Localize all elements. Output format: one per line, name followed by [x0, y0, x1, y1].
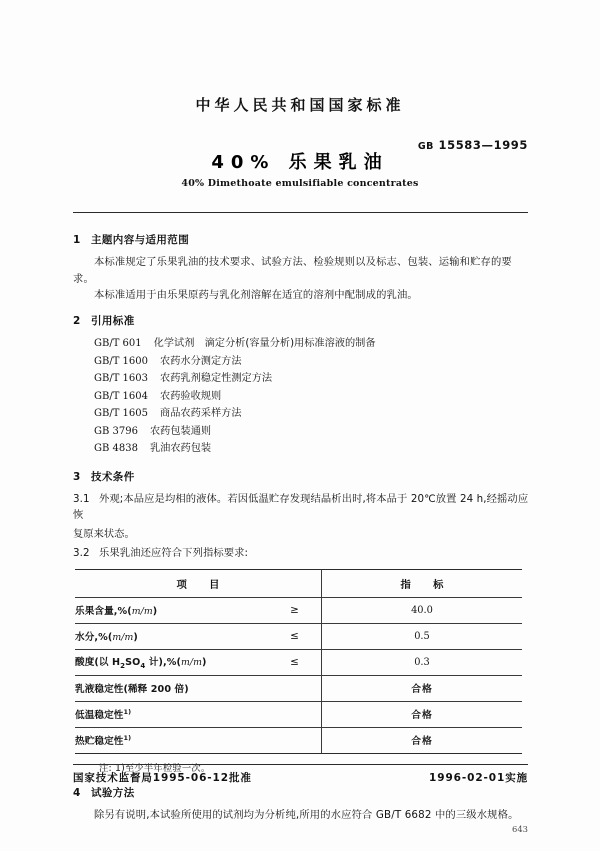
table-row: [75, 623, 522, 649]
reference-name: 化学试剂 滴定分析(容量分析)用标准溶液的制备: [153, 338, 376, 350]
reference-name: 农药水分测定方法: [160, 355, 242, 367]
table-cell-value: 0.3: [322, 649, 523, 675]
reference-code: GB/T 1604: [94, 390, 149, 402]
section-number-2: 2: [73, 315, 81, 328]
clause-3-1-number: 3.1: [73, 492, 90, 505]
column-header-indicator: 指 标: [322, 569, 523, 597]
list-item: [73, 388, 531, 406]
reference-name: 农药乳剂稳定性测定方法: [160, 373, 273, 385]
footer-divider: [73, 764, 528, 765]
section-heading-4: [73, 785, 531, 800]
section-heading-3: [73, 469, 531, 484]
list-item: [73, 423, 531, 441]
section-number-3: 3: [73, 470, 81, 483]
table-cell-item: 水分,%(m/m) ≤: [75, 623, 322, 649]
table-cell-value: 合格: [322, 701, 523, 727]
table-cell-value: 合格: [322, 727, 523, 753]
table-cell-value: 合格: [322, 675, 523, 701]
reference-name: 农药包装通则: [149, 425, 212, 437]
section-heading-2: [73, 313, 531, 328]
list-item: [73, 335, 531, 353]
section-number-1: 1: [73, 234, 81, 246]
table-row: [75, 727, 522, 753]
reference-code: GB/T 1603: [94, 373, 149, 385]
table-cell-item: 乐果含量,%(m/m) ≥: [75, 597, 322, 623]
section-title-1: 主题内容与适用范围: [91, 234, 190, 246]
header-divider: [73, 212, 528, 213]
implementation-statement: 1996-02-01实施: [429, 772, 528, 784]
table-cell-item: 乳液稳定性(稀释 200 倍): [75, 675, 322, 701]
reference-code: GB/T 1600: [94, 355, 149, 367]
operator-symbol: ≤: [290, 630, 299, 643]
standard-number-value: 15583—1995: [438, 138, 528, 152]
table-cell-value: 0.5: [322, 623, 523, 649]
table-row: [75, 701, 522, 727]
reference-name: 乳油农药包装: [149, 443, 212, 455]
section-heading-1: [73, 232, 531, 247]
table-body: [75, 597, 522, 753]
approval-statement: 国家技术监督局1995-06-12批准: [73, 772, 252, 784]
reference-code: GB 3796: [94, 425, 138, 437]
section-1-paragraph-2: 本标准适用于由乐果原药与乳化剂溶解在适宜的溶剂中配制成的乳油。: [94, 289, 418, 302]
reference-code: GB/T 601: [94, 338, 142, 350]
table-header-row: [75, 569, 522, 597]
column-header-item: 项 目: [75, 569, 322, 597]
section-1-paragraph-1: 本标准规定了乐果乳油的技术要求、试验方法、检验规则以及标志、包装、运输和贮存的要求。: [73, 256, 512, 285]
specification-table: [75, 569, 522, 754]
operator-symbol: ≤: [290, 656, 299, 669]
reference-code: GB/T 1605: [94, 408, 149, 420]
clause-3-1-text: 外观;本品应是均相的液体。若因低温贮存发现结晶析出时,将本品于 20℃放置 24 h,经摇动应恢: [73, 492, 529, 522]
table-cell-item: 热贮稳定性$^{1)}$: [75, 727, 322, 753]
section-number-4: 4: [73, 786, 81, 799]
page-title: 40% 乐果乳油: [211, 152, 389, 173]
table-row: [75, 597, 522, 623]
page-number: 643: [512, 824, 528, 834]
section-title-3: 技术条件: [91, 470, 135, 483]
page-title-english: 40% Dimethoate emulsifiable concentrates: [181, 178, 419, 189]
clause-3-2-number: 3.2: [73, 547, 90, 560]
clause-3-2-text: 乐果乳油还应符合下列指标要求:: [99, 547, 249, 560]
table-cell-item: 酸度(以 $H_2SO_4$ 计),%(m/m) ≤: [75, 649, 322, 675]
table-cell-item: 低温稳定性$^{1)}$: [75, 701, 322, 727]
section-title-4: 试验方法: [91, 786, 135, 799]
table-footnote: 注: 1)至少半年检验一次。: [99, 762, 211, 774]
national-standard-label: 中华人民共和国国家标准: [195, 96, 405, 114]
referenced-standards-list: [73, 335, 531, 458]
list-item: [73, 440, 531, 458]
reference-name: 农药验收规则: [160, 390, 222, 402]
section-4-paragraph-1: 除另有说明,本试验所使用的试剂均为分析纯,所用的水应符合 GB/T 6682 中的三级水规格。: [94, 808, 519, 821]
reference-code: GB 4838: [94, 443, 138, 455]
list-item: [73, 370, 531, 388]
list-item: [73, 405, 531, 423]
section-title-2: 引用标准: [91, 315, 135, 328]
document-body: [73, 232, 531, 832]
table-row: [75, 649, 522, 675]
standard-number-prefix: GB: [417, 141, 434, 152]
table-cell-value: 40.0: [322, 597, 523, 623]
clause-3-2: [73, 545, 531, 561]
reference-name: 商品农药采样方法: [160, 408, 242, 420]
clause-3-1: [73, 491, 531, 524]
operator-symbol: ≥: [290, 604, 299, 617]
clause-3-1-continuation: 复原来状态。: [73, 527, 135, 540]
table-row: [75, 675, 522, 701]
list-item: [73, 353, 531, 371]
standard-header: [0, 96, 600, 114]
